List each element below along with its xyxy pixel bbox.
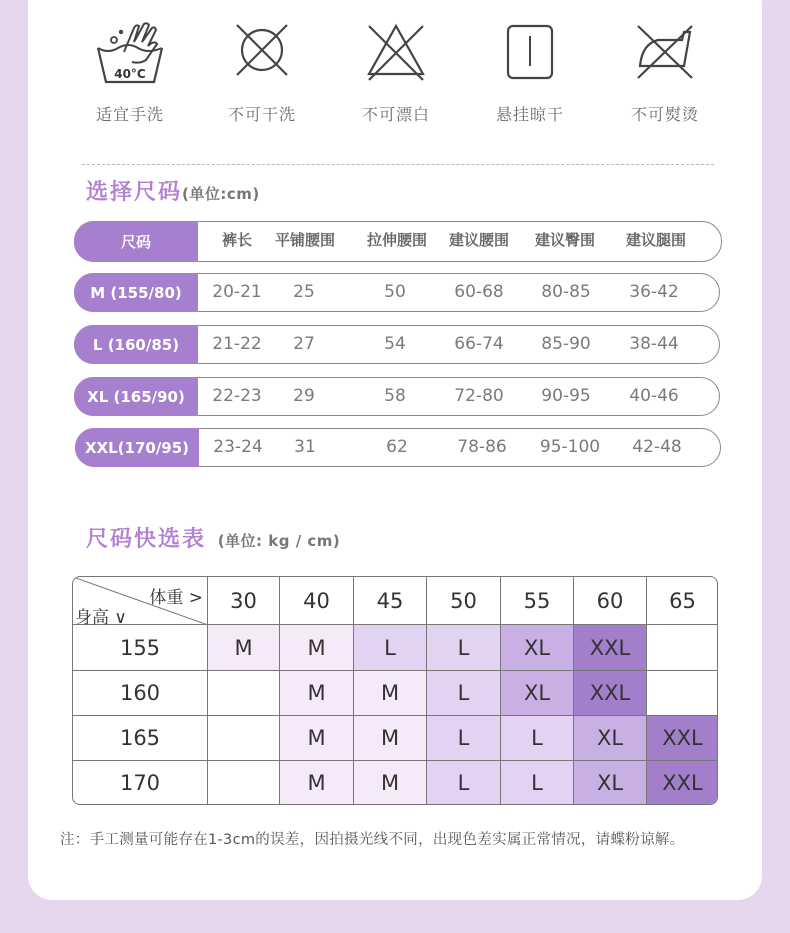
- header-cell: 平铺腰围: [274, 231, 335, 249]
- size-recommendation-cell: L: [427, 716, 501, 761]
- quick-size-table: [72, 576, 718, 805]
- height-row-header: 160: [73, 671, 208, 716]
- quick-title-text: 尺码快选表: [86, 527, 207, 552]
- size-cell: 90-95: [541, 386, 591, 406]
- size-section-title: [86, 175, 260, 206]
- size-recommendation-cell: M: [280, 761, 354, 805]
- care-item-hang-dry: [475, 20, 585, 125]
- care-item-hand-wash: [75, 20, 185, 125]
- size-cell: 58: [384, 386, 406, 406]
- weight-header-cell: 50: [427, 577, 501, 625]
- hang-dry-icon: [497, 20, 563, 86]
- size-recommendation-cell: M: [354, 716, 427, 761]
- size-cell: 72-80: [454, 386, 504, 406]
- weight-header-cell: 65: [647, 577, 718, 625]
- size-recommendation-cell: M: [280, 625, 354, 671]
- care-item-no-bleach: [341, 20, 451, 125]
- corner-weight-label: 体重 >: [149, 588, 203, 608]
- size-recommendation-cell: L: [501, 716, 574, 761]
- svg-text:40°C: 40°C: [114, 67, 146, 81]
- size-cell: 80-85: [541, 282, 591, 302]
- weight-header-cell: 45: [354, 577, 427, 625]
- size-recommendation-cell: L: [427, 671, 501, 716]
- dashed-divider: [82, 164, 714, 165]
- size-cell: 29: [293, 386, 315, 406]
- size-cell: 78-86: [457, 437, 507, 457]
- size-cell: 42-48: [632, 437, 682, 457]
- size-cell: 36-42: [629, 282, 679, 302]
- care-label: 不可熨烫: [630, 105, 699, 124]
- size-row: [74, 377, 720, 416]
- no-dry-clean-icon: [229, 20, 295, 86]
- care-label: 不可干洗: [227, 105, 296, 124]
- quick-unit: (单位: kg / cm): [217, 532, 341, 550]
- size-cell: 27: [293, 334, 315, 354]
- size-cell: 85-90: [541, 334, 591, 354]
- size-cell: 66-74: [454, 334, 504, 354]
- size-cell: 25: [293, 282, 315, 302]
- header-cell: 建议腿围: [625, 231, 686, 249]
- quick-section-title: [86, 522, 340, 553]
- size-recommendation-cell: XXL: [574, 625, 647, 671]
- header-size-pill: 尺码: [74, 221, 198, 262]
- size-recommendation-cell: [647, 671, 718, 716]
- size-cell: 40-46: [629, 386, 679, 406]
- height-row-header: 155: [73, 625, 208, 671]
- size-cell: 60-68: [454, 282, 504, 302]
- size-cell: 95-100: [539, 437, 601, 457]
- size-pill: XL (165/90): [74, 377, 198, 416]
- size-recommendation-cell: L: [354, 625, 427, 671]
- care-label: 适宜手洗: [95, 105, 164, 124]
- size-recommendation-cell: XL: [574, 761, 647, 805]
- size-unit: (单位:cm): [182, 185, 260, 203]
- size-recommendation-cell: XXL: [647, 716, 718, 761]
- size-cell: 21-22: [212, 334, 262, 354]
- size-recommendation-cell: [208, 761, 280, 805]
- size-recommendation-cell: M: [354, 761, 427, 805]
- corner-cell: [73, 577, 208, 628]
- size-row: [75, 428, 721, 467]
- size-cell: 23-24: [213, 437, 263, 457]
- header-cell: 拉伸腰围: [366, 231, 427, 249]
- size-recommendation-cell: M: [280, 671, 354, 716]
- weight-header-cell: 30: [208, 577, 280, 625]
- weight-header-cell: 40: [280, 577, 354, 625]
- size-cell: 54: [384, 334, 406, 354]
- weight-header-cell: 55: [501, 577, 574, 625]
- care-instructions: [0, 20, 790, 130]
- size-cell: 38-44: [629, 334, 679, 354]
- care-item-no-iron: [610, 20, 720, 125]
- size-table-header: [74, 221, 722, 262]
- no-bleach-icon: [363, 20, 429, 86]
- size-cell: 62: [386, 437, 408, 457]
- size-cell: 22-23: [212, 386, 262, 406]
- size-cell: 20-21: [212, 282, 262, 302]
- size-recommendation-cell: L: [427, 625, 501, 671]
- size-pill: XXL(170/95): [75, 428, 199, 467]
- size-row: [74, 273, 720, 312]
- size-recommendation-cell: L: [501, 761, 574, 805]
- height-row-header: 165: [73, 716, 208, 761]
- size-recommendation-cell: [208, 671, 280, 716]
- header-cell: 建议腰围: [448, 231, 509, 249]
- size-recommendation-cell: M: [208, 625, 280, 671]
- care-label: 不可漂白: [361, 105, 430, 124]
- care-item-no-dry-clean: [207, 20, 317, 125]
- size-cell: 50: [384, 282, 406, 302]
- size-pill: M (155/80): [74, 273, 198, 312]
- size-recommendation-cell: M: [354, 671, 427, 716]
- no-iron-icon: [632, 20, 698, 86]
- size-recommendation-cell: XL: [574, 716, 647, 761]
- size-pill: L (160/85): [74, 325, 198, 364]
- size-recommendation-cell: [208, 716, 280, 761]
- size-recommendation-cell: XXL: [647, 761, 718, 805]
- height-row-header: 170: [73, 761, 208, 805]
- size-recommendation-cell: [647, 625, 718, 671]
- footnote: 注：手工测量可能存在1-3cm的误差，因拍摄光线不同，出现色差实属正常情况，请蝶粉谅解。: [60, 832, 685, 848]
- size-recommendation-cell: M: [280, 716, 354, 761]
- size-recommendation-cell: L: [427, 761, 501, 805]
- corner-height-label: 身高 ∨: [75, 608, 127, 628]
- hand-wash-icon: [94, 20, 166, 86]
- size-row: [74, 325, 720, 364]
- size-cell: 31: [294, 437, 316, 457]
- size-recommendation-cell: XL: [501, 671, 574, 716]
- size-recommendation-cell: XXL: [574, 671, 647, 716]
- care-label: 悬挂晾干: [495, 105, 564, 124]
- size-recommendation-cell: XL: [501, 625, 574, 671]
- size-title-text: 选择尺码: [86, 180, 183, 205]
- header-cell: 建议臀围: [534, 231, 595, 249]
- header-cell: 裤长: [221, 231, 252, 249]
- weight-header-cell: 60: [574, 577, 647, 625]
